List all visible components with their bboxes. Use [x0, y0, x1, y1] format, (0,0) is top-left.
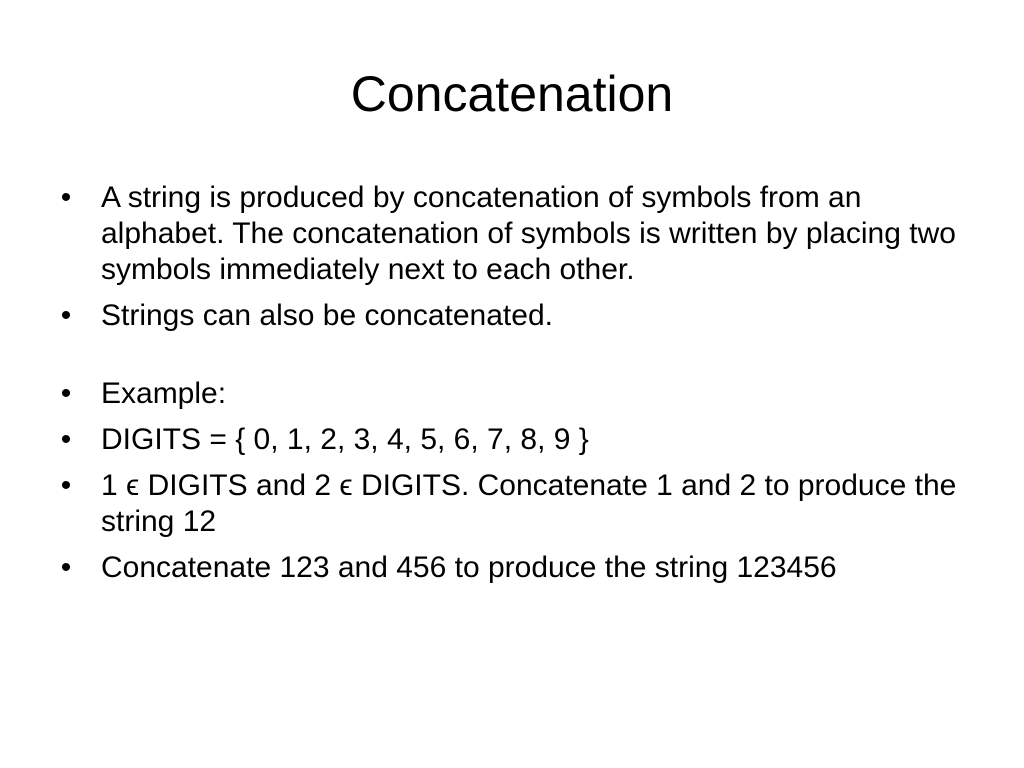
bullet-item-1 — [56, 180, 976, 288]
bullet-icon: • — [60, 469, 72, 502]
bullet-text: Example: — [101, 377, 227, 410]
bullet-item-6 — [56, 550, 976, 586]
bullet-icon: • — [60, 551, 72, 584]
bullet-item-4 — [56, 422, 976, 458]
bullet-item-5 — [56, 468, 976, 540]
bullet-icon: • — [60, 377, 72, 410]
bullet-icon: • — [60, 299, 72, 332]
bullet-text: DIGITS = { 0, 1, 2, 3, 4, 5, 6, 7, 8, 9 } — [101, 423, 589, 456]
bullet-item-2 — [56, 298, 976, 334]
bullet-icon: • — [60, 181, 72, 214]
bullet-text: Concatenate 123 and 456 to produce the string 123456 — [101, 551, 837, 584]
bullet-list — [56, 180, 976, 596]
bullet-icon: • — [60, 423, 72, 456]
bullet-text: Strings can also be concatenated. — [101, 299, 553, 332]
bullet-text: A string is produced by concatenation of symbols from an alphabet. The concatenation of symbols is written by placing two symbols immediately next to each other. — [101, 181, 956, 286]
bullet-item-3 — [56, 376, 976, 412]
bullet-text: 1 ϵ DIGITS and 2 ϵ DIGITS. Concatenate 1 and 2 to produce the string 12 — [101, 469, 957, 538]
slide-title: Concatenation — [350, 66, 674, 122]
